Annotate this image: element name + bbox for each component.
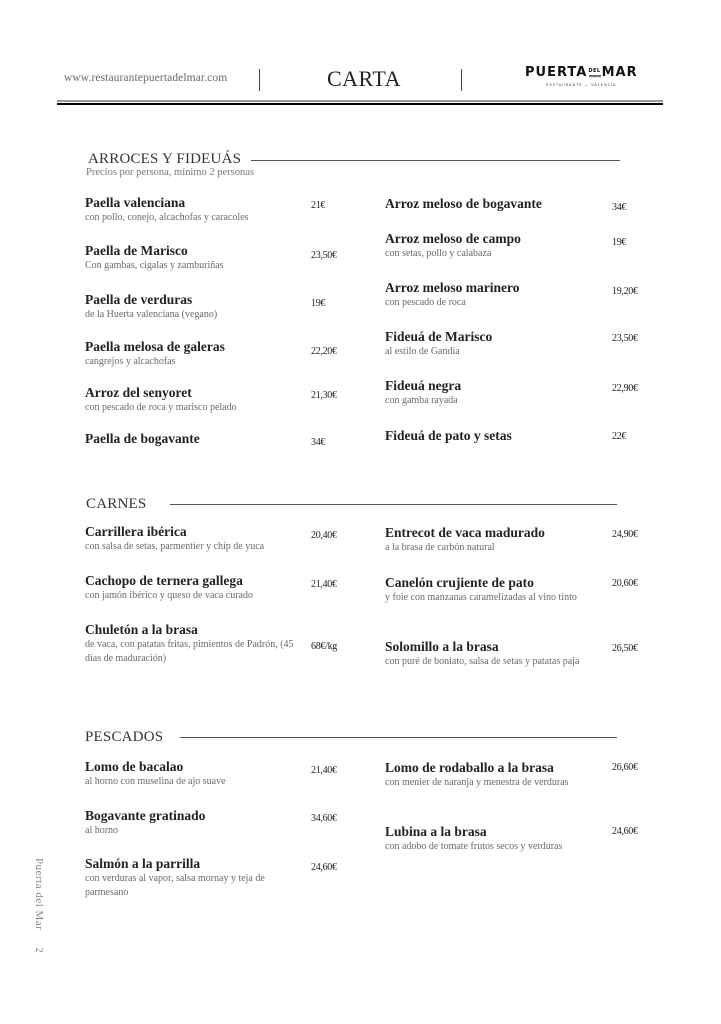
section-divider: [180, 737, 617, 738]
dish-price: 20,40€: [311, 530, 337, 541]
section-divider: [251, 160, 620, 161]
dish-description: con pollo, conejo, alcachofas y caracoles: [85, 212, 249, 223]
dish-name: Arroz meloso de bogavante: [385, 196, 542, 211]
dish-price: 19€: [612, 237, 627, 248]
dish-description: y foie con manzanas caramelizadas al vino tinto: [385, 592, 577, 603]
dish-price: 21€: [311, 200, 326, 211]
dish-price: 34€: [311, 437, 326, 448]
header-divider: [259, 69, 260, 91]
dish-price: 68€/kg: [311, 641, 337, 652]
dish-description: Con gambas, cigalas y zamburiñas: [85, 260, 224, 271]
menu-item: [85, 431, 200, 447]
dish-description: de vaca, con patatas fritas, pimientos de Padrón, (45 dias de maduración): [85, 639, 294, 664]
dish-description: a la brasa de carbón natural: [385, 542, 495, 553]
dish-price: 23,50€: [311, 250, 337, 261]
dish-price: 24,90€: [612, 529, 638, 540]
header-rule: [57, 100, 663, 105]
dish-price: 34,60€: [311, 813, 337, 824]
dish-name: Paella melosa de galeras: [85, 339, 225, 354]
dish-name: Bogavante gratinado: [85, 808, 206, 823]
menu-item: [85, 573, 253, 603]
waves-icon: ≈≈≈: [588, 73, 601, 80]
menu-item: [385, 639, 600, 669]
dish-description: con adobo de tomate frutos secos y verduras: [385, 841, 563, 852]
dish-description: al horno con muselina de ajo suave: [85, 776, 226, 787]
menu-item: [85, 385, 237, 415]
logo-text-left: PUERTA: [525, 65, 588, 80]
dish-description: con gamba rayada: [385, 395, 458, 406]
menu-item: [85, 856, 310, 900]
dish-description: al horno: [85, 825, 119, 836]
dish-name: Arroz del senyoret: [85, 385, 192, 400]
dish-price: 26,50€: [612, 643, 638, 654]
section-title-arroces: ARROCES Y FIDEUÁS: [88, 151, 242, 167]
section-note: Precios por persona, mínimo 2 personas: [86, 167, 254, 178]
dish-price: 24,60€: [612, 826, 638, 837]
section-title-carnes: CARNES: [86, 496, 147, 512]
dish-price: 21,40€: [311, 579, 337, 590]
menu-item: [85, 759, 226, 789]
page-title: CARTA: [327, 66, 401, 91]
logo-text-del: DEL: [588, 68, 601, 74]
dish-name: Lomo de bacalao: [85, 759, 184, 774]
restaurant-logo: [525, 66, 638, 87]
dish-name: Arroz meloso marinero: [385, 280, 520, 295]
dish-price: 20,60€: [612, 578, 638, 589]
dish-price: 21,40€: [311, 765, 337, 776]
dish-price: 19€: [311, 298, 326, 309]
menu-item: [85, 524, 264, 554]
website-url[interactable]: www.restaurantepuertadelmar.com: [64, 72, 228, 84]
dish-description: con pescado de roca: [385, 297, 466, 308]
dish-name: Arroz meloso de campo: [385, 231, 521, 246]
dish-name: Cachopo de ternera gallega: [85, 573, 243, 588]
dish-description: con jamón ibérico y queso de vaca curado: [85, 590, 253, 601]
dish-description: cangrejos y alcachofas: [85, 356, 176, 367]
dish-description: con menier de naranja y menestra de verduras: [385, 777, 569, 788]
logo-text-right: MAR: [601, 65, 638, 80]
page-number: 2: [32, 947, 45, 953]
dish-description: con verduras al vapor, salsa mornay y teja de parmesano: [85, 873, 265, 898]
menu-item: [85, 622, 300, 666]
side-brand-label: Puerta del Mar: [33, 858, 45, 931]
dish-name: Fideuá negra: [385, 378, 462, 393]
dish-name: Canelón crujiente de pato: [385, 575, 534, 590]
dish-price: 22,90€: [612, 383, 638, 394]
header-divider: [461, 69, 462, 91]
menu-item: [385, 575, 600, 605]
dish-name: Salmón a la parrilla: [85, 856, 201, 871]
section-title-pescados: PESCADOS: [85, 729, 164, 745]
dish-name: Entrecot de vaca madurado: [385, 525, 545, 540]
menu-item: [385, 280, 519, 310]
dish-name: Lubina a la brasa: [385, 824, 487, 839]
dish-description: de la Huerta valenciana (vegano): [85, 309, 218, 320]
menu-item: [85, 808, 205, 838]
dish-price: 19,20€: [612, 286, 638, 297]
menu-item: [385, 824, 562, 854]
dish-name: Paella valenciana: [85, 195, 186, 210]
dish-name: Lomo de rodaballo a la brasa: [385, 760, 554, 775]
menu-item: [385, 525, 545, 555]
menu-item: [385, 196, 542, 212]
dish-name: Fideuá de pato y setas: [385, 428, 512, 443]
menu-item: [85, 195, 249, 225]
menu-item: [385, 428, 512, 444]
menu-item: [85, 243, 224, 273]
dish-price: 22€: [612, 431, 627, 442]
menu-item: [385, 378, 461, 408]
menu-item: [385, 760, 585, 790]
dish-description: con setas, pollo y calabaza: [385, 248, 492, 259]
dish-name: Paella de Marisco: [85, 243, 188, 258]
dish-name: Chuletón a la brasa: [85, 622, 198, 637]
dish-description: con pescado de roca y marisco pelado: [85, 402, 237, 413]
dish-price: 21,30€: [311, 390, 337, 401]
menu-item: [385, 231, 521, 261]
dish-price: 24,60€: [311, 862, 337, 873]
dish-price: 26,60€: [612, 762, 638, 773]
dish-description: con salsa de setas, parmentier y chip de yuca: [85, 541, 265, 552]
dish-description: al estilo de Gandía: [385, 346, 460, 357]
dish-description: con puré de boniato, salsa de setas y patatas paja: [385, 656, 580, 667]
dish-price: 23,50€: [612, 333, 638, 344]
dish-name: Fideuá de Marisco: [385, 329, 493, 344]
dish-name: Solomillo a la brasa: [385, 639, 499, 654]
dish-price: 34€: [612, 202, 627, 213]
menu-item: [385, 329, 492, 359]
dish-name: Paella de verduras: [85, 292, 193, 307]
logo-subtitle: RESTAURANTE — VALENCIA: [546, 83, 617, 87]
dish-name: Carrillera ibérica: [85, 524, 187, 539]
dish-price: 22,20€: [311, 346, 337, 357]
section-divider: [170, 504, 617, 505]
dish-name: Paella de bogavante: [85, 431, 200, 446]
menu-item: [85, 339, 225, 369]
menu-item: [85, 292, 217, 322]
